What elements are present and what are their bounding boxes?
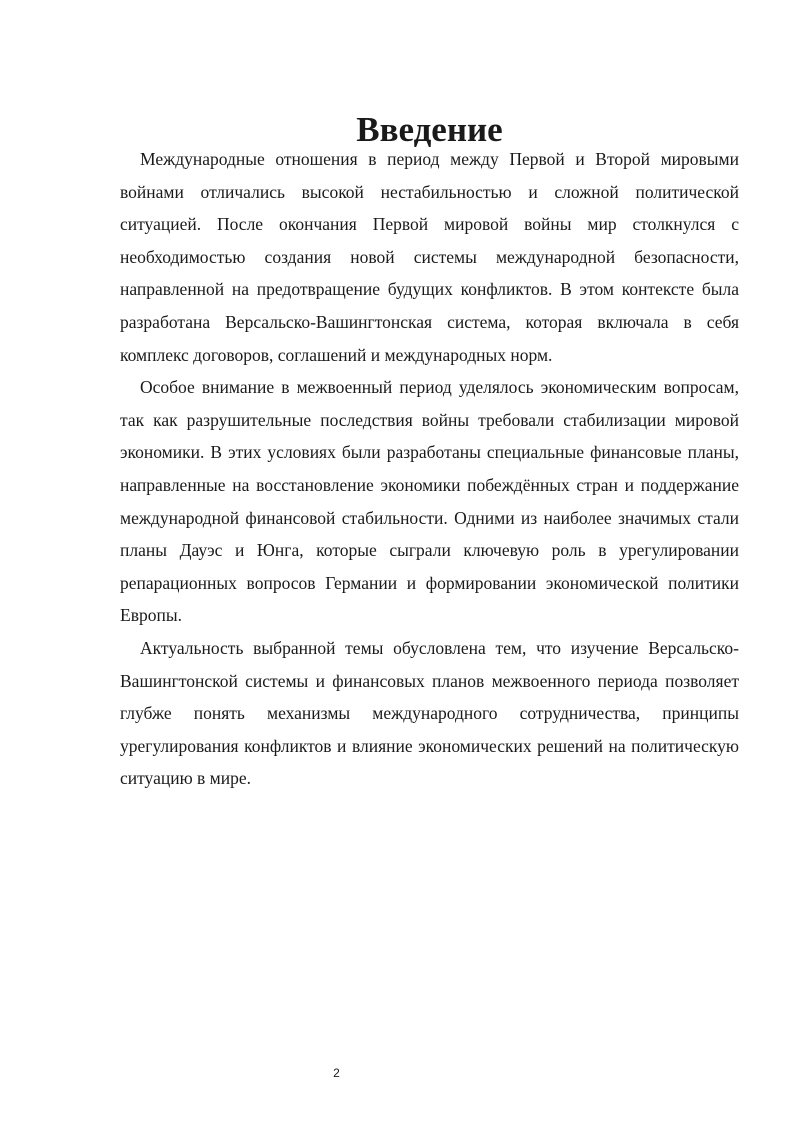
paragraph-3: Актуальность выбранной темы обусловлена тем, что изучение Версальско-Вашингтонской системы и финансовых планов межвоенного периода позволяет глубже понять механизмы международного сотрудничества, принципы урегулирования конфликтов и влияние экономических решений на политическую ситуацию в мире. <box>120 637 739 789</box>
paragraph-2: Особое внимание в межвоенный период уделялось экономическим вопросам, так как разрушительные последствия войны требовали стабилизации мировой экономики. В этих условиях были разработаны специальные финансовые планы, направленные на восстановление экономики побеждённых стран и поддержание международной финансовой стабильности. Одними из наиболее значимых стали планы Дауэс и Юнга, которые сыграли ключевую роль в урегулировании репарационных вопросов Германии и формировании экономической политики Европы. <box>120 377 739 626</box>
section-heading: Введение <box>356 110 503 149</box>
page-number: 2 <box>333 1066 340 1080</box>
paragraph-1: Международные отношения в период между Первой и Второй мировыми войнами отличались высокой нестабильностью и сложной политической ситуацией. После окончания Первой мировой войны мир столкнулся с необходимостью создания новой системы международной безопасности, направленной на предотвращение будущих конфликтов. В этом контексте была разработана Версальско-Вашингтонская система, которая включала в себя комплекс договоров, соглашений и международных норм. <box>120 149 739 365</box>
document-body <box>120 110 739 795</box>
